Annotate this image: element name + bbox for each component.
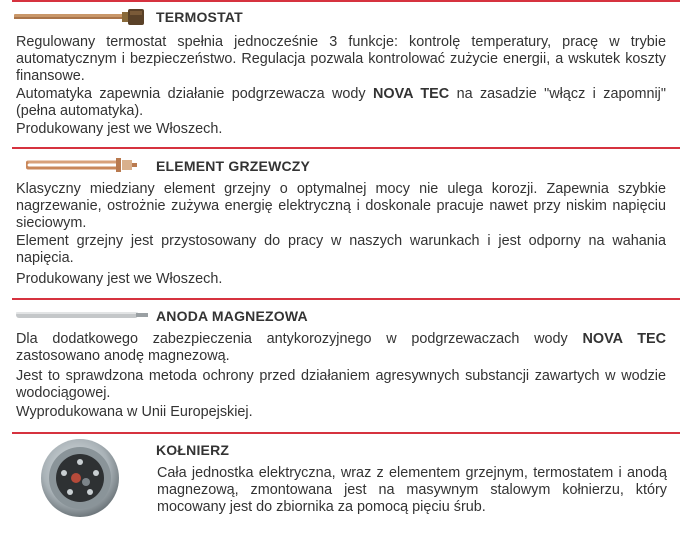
thermostat-rod-icon [14, 8, 148, 28]
magnesium-anode-rod-icon [16, 310, 148, 320]
section-divider [12, 432, 680, 434]
section-title: ANODA MAGNEZOWA [156, 308, 308, 324]
steel-flange-icon [40, 438, 120, 518]
section-title: ELEMENT GRZEWCZY [156, 158, 311, 174]
section-anoda-magnezowa [0, 298, 682, 430]
paragraph: Produkowany jest we Włoszech. [16, 271, 223, 287]
paragraph: Element grzejny jest przystosowany do pracy w naszych warunkach i jest odporny na wahania napięcia. [16, 233, 666, 267]
section-kolnierz [0, 432, 682, 540]
section-title: KOŁNIERZ [156, 442, 230, 458]
paragraph: Automatyka zapewnia działanie podgrzewacza wody NOVA TEC na zasadzie "włącz i zapomnij" (pełna automatyka). [16, 86, 666, 120]
paragraph: Klasyczny miedziany element grzejny o optymalnej mocy nie ulega korozji. Zapewnia szybkie nagrzewanie, ostrożnie zużywa energię elektryczną i doskonale pracuje nawet przy niskim napięciu sieciowym. [16, 181, 666, 232]
brand-name: NOVA TEC [373, 86, 450, 102]
paragraph: Produkowany jest we Włoszech. [16, 121, 223, 137]
section-divider [12, 298, 680, 300]
paragraph: Jest to sprawdzona metoda ochrony przed działaniem agresywnych substancji zawartych w wodzie wodociągowej. [16, 368, 666, 402]
section-title: TERMOSTAT [156, 9, 243, 25]
paragraph: Dla dodatkowego zabezpieczenia antykorozyjnego w podgrzewaczach wody NOVA TEC zastosowano anodę magnezową. [16, 331, 666, 365]
paragraph: Cała jednostka elektryczna, wraz z elementem grzejnym, termostatem i anodą magnezową, zmontowana jest na masywnym stalowym kołnierzu, który mocowany jest do zbiornika za pomocą pięciu śrub. [157, 465, 667, 516]
brand-name: NOVA TEC [582, 331, 666, 347]
paragraph: Wyprodukowana w Unii Europejskiej. [16, 404, 253, 420]
copper-heating-element-icon [26, 155, 138, 177]
section-divider [12, 147, 680, 149]
section-element-grzewczy [0, 147, 682, 297]
section-divider [12, 0, 680, 2]
paragraph: Regulowany termostat spełnia jednocześnie 3 funkcje: kontrolę temperatury, pracę w trybie automatycznym i bezpieczeństwo. Regulacja pozwala kontrolować zużycie energii, a wskutek koszty finansowe. [16, 34, 666, 85]
section-termostat [0, 0, 682, 145]
